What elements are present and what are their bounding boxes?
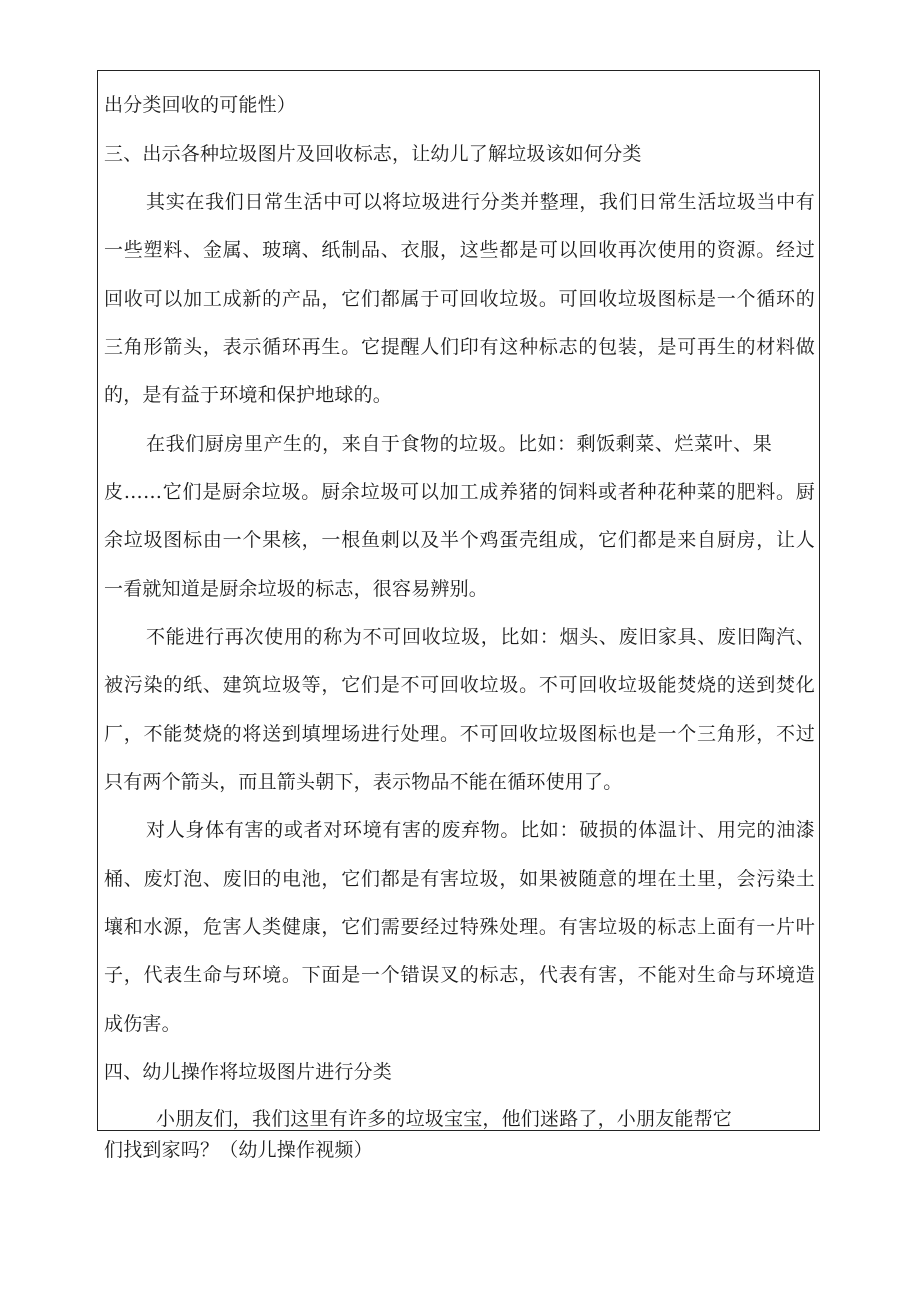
section-heading-4: 四、幼儿操作将垃圾图片进行分类 [104, 1061, 393, 1083]
paragraph-line: 子，代表生命与环境。下面是一个错误叉的标志，代表有害，不能对生命与环境造 [104, 964, 815, 986]
paragraph-line: 余垃圾图标由一个果核，一根鱼刺以及半个鸡蛋壳组成，它们都是来自厨房，让人 [104, 529, 815, 551]
paragraph-line: 一些塑料、金属、玻璃、纸制品、衣服，这些都是可以回收再次使用的资源。经过 [104, 239, 815, 261]
paragraph-line: 不能进行再次使用的称为不可回收垃圾，比如：烟头、废旧家具、废旧陶汽、 [146, 626, 815, 648]
paragraph-line: 被污染的纸、建筑垃圾等，它们是不可回收垃圾。不可回收垃圾能焚烧的送到焚化 [104, 674, 815, 696]
paragraph-line: 在我们厨房里产生的，来自于食物的垃圾。比如：剩饭剩菜、烂菜叶、果 [146, 433, 772, 455]
paragraph-line: 桶、废灯泡、废旧的电池，它们都是有害垃圾，如果被随意的埋在土里，会污染土 [104, 868, 815, 890]
paragraph-line: 成伤害。 [104, 1013, 181, 1035]
paragraph-line: 们找到家吗？（幼儿操作视频） [104, 1139, 373, 1161]
paragraph-line: 小朋友们，我们这里有许多的垃圾宝宝，他们迷路了，小朋友能帮它 [156, 1108, 733, 1130]
paragraph-line: 的，是有益于环境和保护地球的。 [104, 384, 393, 406]
paragraph-line: 回收可以加工成新的产品，它们都属于可回收垃圾。可回收垃圾图标是一个循环的 [104, 288, 815, 310]
paragraph-line: 厂，不能焚烧的将送到填埋场进行处理。不可回收垃圾图标也是一个三角形，不过 [104, 723, 815, 745]
paragraph-line: 皮……它们是厨余垃圾。厨余垃圾可以加工成养猪的饲料或者种花种菜的肥料。厨 [104, 481, 815, 503]
paragraph-line: 对人身体有害的或者对环境有害的废弃物。比如：破损的体温计、用完的油漆 [146, 819, 815, 841]
paragraph-line: 壤和水源，危害人类健康，它们需要经过特殊处理。有害垃圾的标志上面有一片叶 [104, 916, 815, 938]
paragraph-line: 只有两个箭头，而且箭头朝下，表示物品不能在循环使用了。 [104, 771, 623, 793]
text-line: 出分类回收的可能性） [104, 94, 297, 116]
paragraph-line: 一看就知道是厨余垃圾的标志，很容易辨别。 [104, 578, 489, 600]
paragraph-line: 其实在我们日常生活中可以将垃圾进行分类并整理，我们日常生活垃圾当中有 [146, 191, 815, 213]
paragraph-line: 三角形箭头，表示循环再生。它提醒人们印有这种标志的包装，是可再生的材料做 [104, 336, 815, 358]
section-heading-3: 三、出示各种垃圾图片及回收标志，让幼儿了解垃圾该如何分类 [104, 143, 642, 165]
